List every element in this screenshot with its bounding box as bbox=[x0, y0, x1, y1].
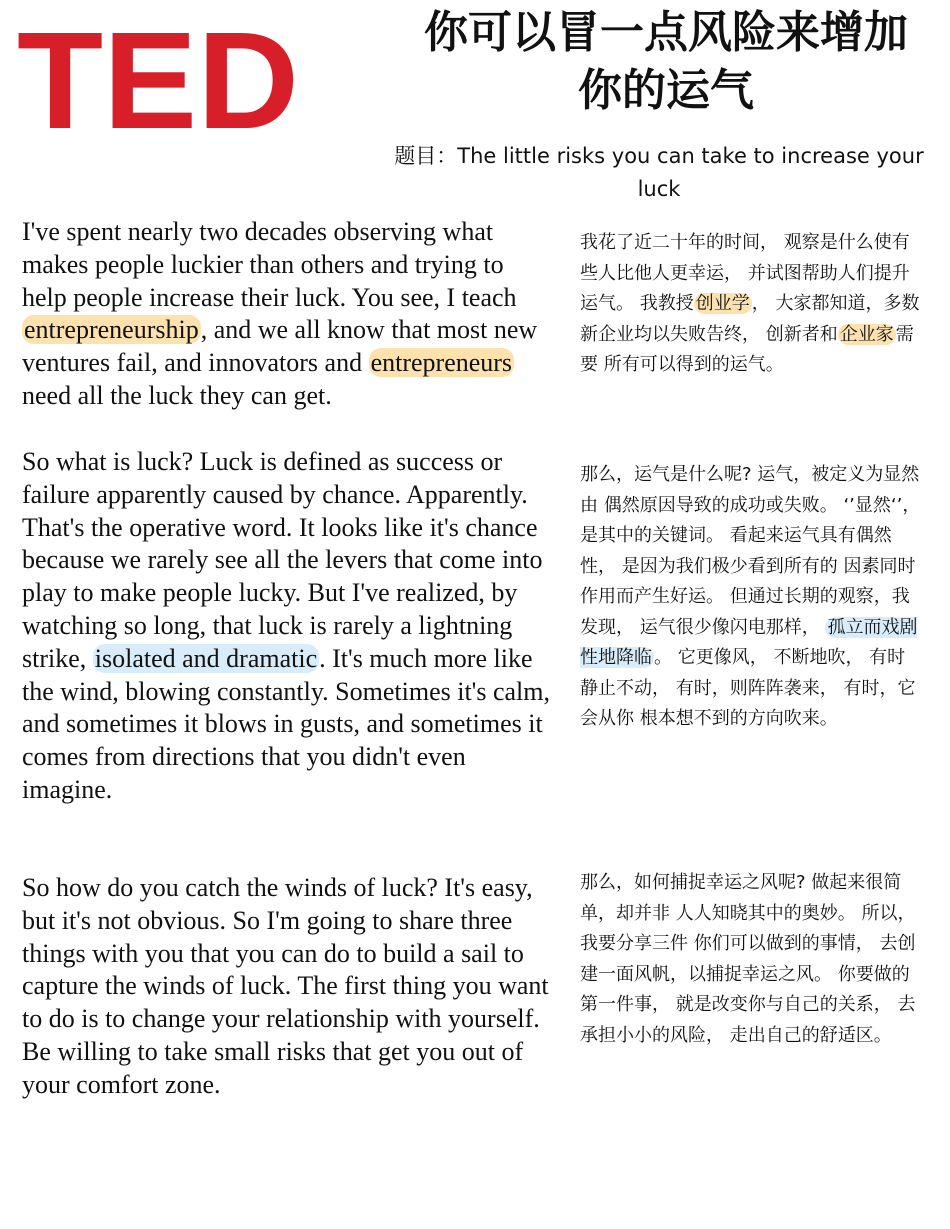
en-p2-text-b: . It's much more like the wind, blowing constantly. Sometimes it's calm, and sometimes it blows in gusts, and sometimes it comes from directions that you didn't even imagine. bbox=[22, 643, 550, 804]
highlight-guli-xijuxing: 孤立而戏剧性地降临 bbox=[580, 616, 918, 668]
highlight-entrepreneurship: entrepreneurship bbox=[24, 315, 199, 345]
highlight-entrepreneurs: entrepreneurs bbox=[370, 348, 513, 378]
chinese-paragraph-1 bbox=[580, 228, 922, 381]
highlight-isolated-and-dramatic: isolated and dramatic bbox=[94, 643, 318, 673]
zh-p1-text-a: 我花了近二十年的时间， 观察是什么使有些人比他人更幸运， 并试图帮助人们提升运气。 我教授 bbox=[580, 232, 910, 314]
highlight-chuangyexue: 创业学 bbox=[695, 293, 750, 314]
en-p1-text-c: need all the luck they can get. bbox=[22, 380, 332, 410]
page-title bbox=[380, 4, 950, 120]
en-p1-text-a: I've spent nearly two decades observing what makes people luckier than others and trying to help people increase their luck. You see, I teach bbox=[22, 217, 517, 312]
zh-p1-text-c: 需要 所有可以得到的运气。 bbox=[580, 323, 914, 375]
svg-text:TED: TED bbox=[17, 22, 299, 134]
en-p2-text-a: So what is luck? Luck is defined as success or failure apparently caused by chance. Apparently. That's the operative word. It looks like it's chance because we rarely see all the levers that come into play to make people lucky. But I've realized, by watching so long, that luck is rarely a lightning strike, bbox=[22, 447, 543, 673]
en-p1-text-b: , and we all know that most new ventures fail, and innovators and bbox=[22, 315, 538, 378]
english-paragraph-1 bbox=[22, 216, 552, 413]
chinese-paragraph-2 bbox=[580, 460, 922, 735]
zh-p2-text-a: 那么，运气是什么呢? 运气，被定义为显然由 偶然原因导致的成功或失败。 ‘’显然‘’， 是其中的关键词。 看起来运气具有偶然性， 是因为我们极少看到所有的 因素同时作用而产生好运。 但通过长期的观察，我发现， 运气很少像闪电那样， bbox=[580, 464, 921, 638]
subtitle: 题目：The little risks you can take to increase your luck bbox=[394, 144, 924, 201]
english-paragraph-3: So how do you catch the winds of luck? It's easy, but it's not obvious. So I'm going to share three things with you that you can do to build a sail to capture the winds of luck. The first thing you want to do is to change your relationship with yourself. Be willing to take small risks that get you out of your comfort zone. bbox=[22, 873, 549, 1099]
zh-p1-text-b: ， 大家都知道，多数 新企业均以失败告终， 创新者和 bbox=[580, 293, 920, 345]
ted-logo bbox=[16, 22, 300, 134]
title-line-1: 你可以冒一点风险来增加 bbox=[424, 7, 908, 58]
zh-p2-text-b: 。 它更像风， 不断地吹， 有时静止不动， 有时，则阵阵袭来， 有时，它会从你 根本想不到的方向吹来。 bbox=[580, 647, 916, 729]
title-line-2: 你的运气 bbox=[578, 65, 754, 116]
highlight-qiyejia: 企业家 bbox=[839, 323, 894, 345]
chinese-paragraph-3: 那么，如何捕捉幸运之风呢? 做起来很简单，却并非 人人知晓其中的奥妙。 所以，我要分享三件 你们可以做到的事情， 去创建一面风帆，以捕捉幸运之风。 你要做的第一件事， 就是改变你与自己的关系， 去承担小小的风险， 走出自己的舒适区。 bbox=[580, 872, 916, 1046]
english-paragraph-2 bbox=[22, 446, 552, 807]
